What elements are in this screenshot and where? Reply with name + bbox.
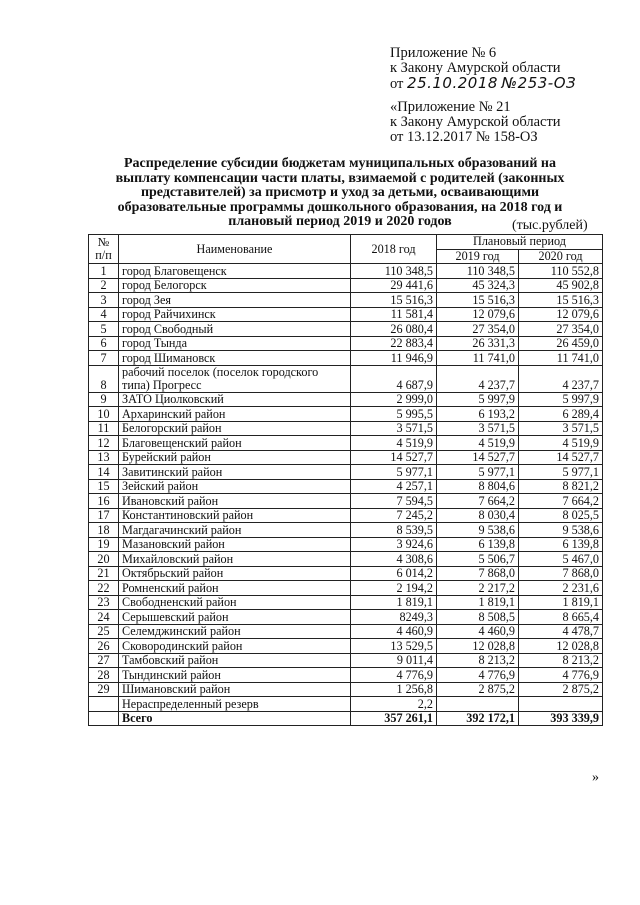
row-2020-cell: 8 665,4	[519, 610, 603, 625]
row-number-cell: 26	[89, 639, 119, 654]
row-2018-cell: 6 014,2	[351, 566, 437, 581]
row-number-cell: 19	[89, 537, 119, 552]
row-name-cell: Благовещенский район	[119, 436, 351, 451]
row-name-cell: Архаринский район	[119, 407, 351, 422]
row-2018-cell: 4 776,9	[351, 668, 437, 683]
row-name-cell: Мазановский район	[119, 537, 351, 552]
row-2018-cell: 4 257,1	[351, 479, 437, 494]
table-row	[89, 668, 603, 683]
row-2020-cell: 14 527,7	[519, 450, 603, 465]
row-2019-cell: 2 217,2	[437, 581, 519, 596]
row-number-cell: 24	[89, 610, 119, 625]
row-2018-cell: 4 687,9	[351, 365, 437, 392]
row-2019-cell: 3 571,5	[437, 421, 519, 436]
row-2019-cell: 12 028,8	[437, 639, 519, 654]
row-2018-cell: 15 516,3	[351, 293, 437, 308]
row-2019-cell: 5 997,9	[437, 392, 519, 407]
row-name-cell: Серышевский район	[119, 610, 351, 625]
table-row	[89, 421, 603, 436]
header-2019: 2019 год	[437, 249, 519, 264]
row-number-cell: 22	[89, 581, 119, 596]
table-row	[89, 264, 603, 279]
table-row	[89, 351, 603, 366]
row-2020-cell: 8 025,5	[519, 508, 603, 523]
row-2018-cell: 8 539,5	[351, 523, 437, 538]
row-number-cell: 4	[89, 307, 119, 322]
row-2019-cell: 110 348,5	[437, 264, 519, 279]
row-name-cell: Октябрьский район	[119, 566, 351, 581]
row-2020-cell: 12 079,6	[519, 307, 603, 322]
table-body	[89, 264, 603, 726]
row-2019-cell: 5 506,7	[437, 552, 519, 567]
row-2020-cell: 4 776,9	[519, 668, 603, 683]
row-2020-cell: 3 571,5	[519, 421, 603, 436]
row-2020-cell: 27 354,0	[519, 322, 603, 337]
row-2019-cell	[437, 697, 519, 712]
row-name-cell: город Шимановск	[119, 351, 351, 366]
handwritten-date: 25.10.2018	[407, 74, 498, 92]
row-2018-cell: 11 946,9	[351, 351, 437, 366]
appendix-line-1: Приложение № 6	[390, 45, 497, 61]
row-2019-cell: 15 516,3	[437, 293, 519, 308]
row-2018-cell: 2,2	[351, 697, 437, 712]
table-row	[89, 523, 603, 538]
header-number: № п/п	[89, 235, 119, 264]
row-name-cell: город Зея	[119, 293, 351, 308]
row-name-cell: Магдагачинский район	[119, 523, 351, 538]
appendix-header-6	[390, 46, 576, 92]
row-2019-cell: 6 193,2	[437, 407, 519, 422]
total-number-cell	[89, 711, 119, 726]
table-row	[89, 653, 603, 668]
table-row	[89, 552, 603, 567]
appendix-header-21	[390, 100, 561, 145]
row-number-cell: 20	[89, 552, 119, 567]
row-name-cell: Нераспределенный резерв	[119, 697, 351, 712]
table-row	[89, 365, 603, 392]
row-number-cell: 1	[89, 264, 119, 279]
row-2019-cell: 7 868,0	[437, 566, 519, 581]
row-2018-cell: 4 519,9	[351, 436, 437, 451]
table-row	[89, 566, 603, 581]
appendix21-line-1: «Приложение № 21	[390, 99, 511, 115]
row-number-cell: 21	[89, 566, 119, 581]
table-row	[89, 436, 603, 451]
row-2019-cell: 4 237,7	[437, 365, 519, 392]
table-row	[89, 682, 603, 697]
row-name-cell: Ромненский район	[119, 581, 351, 596]
row-2018-cell: 7 245,2	[351, 508, 437, 523]
row-2018-cell: 13 529,5	[351, 639, 437, 654]
row-2020-cell: 15 516,3	[519, 293, 603, 308]
row-number-cell: 15	[89, 479, 119, 494]
row-2020-cell: 45 902,8	[519, 278, 603, 293]
row-2018-cell: 22 883,4	[351, 336, 437, 351]
row-2020-cell: 5 997,9	[519, 392, 603, 407]
row-number-cell: 5	[89, 322, 119, 337]
row-2020-cell: 2 875,2	[519, 682, 603, 697]
row-2019-cell: 26 331,3	[437, 336, 519, 351]
handwritten-number: №253-ОЗ	[501, 74, 577, 92]
row-name-cell: город Свободный	[119, 322, 351, 337]
header-name: Наименование	[119, 235, 351, 264]
table-row	[89, 278, 603, 293]
row-number-cell: 8	[89, 365, 119, 392]
total-2019-cell: 392 172,1	[437, 711, 519, 726]
row-name-cell: Белогорский район	[119, 421, 351, 436]
row-number-cell: 3	[89, 293, 119, 308]
table-row	[89, 697, 603, 712]
total-2020-cell: 393 339,9	[519, 711, 603, 726]
row-2018-cell: 2 999,0	[351, 392, 437, 407]
appendix-date-prefix: от	[390, 76, 404, 92]
table-row	[89, 293, 603, 308]
row-number-cell: 28	[89, 668, 119, 683]
row-2020-cell: 6 289,4	[519, 407, 603, 422]
row-number-cell: 2	[89, 278, 119, 293]
row-number-cell: 18	[89, 523, 119, 538]
row-2018-cell: 7 594,5	[351, 494, 437, 509]
row-number-cell: 29	[89, 682, 119, 697]
row-number-cell: 25	[89, 624, 119, 639]
row-2018-cell: 2 194,2	[351, 581, 437, 596]
table-row	[89, 307, 603, 322]
row-2019-cell: 5 977,1	[437, 465, 519, 480]
row-2020-cell: 4 237,7	[519, 365, 603, 392]
row-2020-cell: 26 459,0	[519, 336, 603, 351]
header-2018: 2018 год	[351, 235, 437, 264]
row-2020-cell: 2 231,6	[519, 581, 603, 596]
row-name-cell: Шимановский район	[119, 682, 351, 697]
row-2019-cell: 8 030,4	[437, 508, 519, 523]
table-row	[89, 610, 603, 625]
table-row	[89, 508, 603, 523]
row-2018-cell: 3 924,6	[351, 537, 437, 552]
row-name-cell: Ивановский район	[119, 494, 351, 509]
closing-quote: »	[592, 770, 599, 785]
row-number-cell: 6	[89, 336, 119, 351]
row-2018-cell: 4 308,6	[351, 552, 437, 567]
row-name-cell: город Тында	[119, 336, 351, 351]
row-2019-cell: 8 213,2	[437, 653, 519, 668]
row-2020-cell: 110 552,8	[519, 264, 603, 279]
row-2019-cell: 8 508,5	[437, 610, 519, 625]
row-name-cell: Бурейский район	[119, 450, 351, 465]
row-2020-cell: 8 213,2	[519, 653, 603, 668]
table-row	[89, 392, 603, 407]
row-2018-cell: 5 977,1	[351, 465, 437, 480]
row-2020-cell: 9 538,6	[519, 523, 603, 538]
row-2019-cell: 4 460,9	[437, 624, 519, 639]
row-2019-cell: 9 538,6	[437, 523, 519, 538]
row-2019-cell: 4 776,9	[437, 668, 519, 683]
row-2018-cell: 26 080,4	[351, 322, 437, 337]
row-2020-cell: 4 519,9	[519, 436, 603, 451]
row-number-cell: 16	[89, 494, 119, 509]
row-number-cell: 14	[89, 465, 119, 480]
row-number-cell: 10	[89, 407, 119, 422]
table-row	[89, 639, 603, 654]
row-2020-cell: 12 028,8	[519, 639, 603, 654]
row-number-cell: 23	[89, 595, 119, 610]
units-label: (тыс.рублей)	[512, 218, 588, 233]
row-name-cell: город Белогорск	[119, 278, 351, 293]
row-2020-cell: 7 868,0	[519, 566, 603, 581]
row-name-cell: Тындинский район	[119, 668, 351, 683]
table-row	[89, 537, 603, 552]
header-planned-period: Плановый период	[437, 235, 603, 250]
table-row	[89, 624, 603, 639]
row-number-cell: 11	[89, 421, 119, 436]
total-label-cell: Всего	[119, 711, 351, 726]
row-name-cell: Завитинский район	[119, 465, 351, 480]
row-name-cell: Зейский район	[119, 479, 351, 494]
table-row	[89, 595, 603, 610]
subsidy-table	[88, 234, 603, 726]
row-name-cell: Свободненский район	[119, 595, 351, 610]
table-row	[89, 465, 603, 480]
row-2018-cell: 4 460,9	[351, 624, 437, 639]
row-2019-cell: 14 527,7	[437, 450, 519, 465]
row-2018-cell: 9 011,4	[351, 653, 437, 668]
row-name-cell: Михайловский район	[119, 552, 351, 567]
row-2019-cell: 2 875,2	[437, 682, 519, 697]
row-2019-cell: 1 819,1	[437, 595, 519, 610]
row-2020-cell: 5 977,1	[519, 465, 603, 480]
row-2019-cell: 7 664,2	[437, 494, 519, 509]
row-2018-cell: 3 571,5	[351, 421, 437, 436]
row-number-cell: 12	[89, 436, 119, 451]
row-number-cell: 17	[89, 508, 119, 523]
row-name-cell: город Райчихинск	[119, 307, 351, 322]
row-number-cell: 7	[89, 351, 119, 366]
row-name-cell: ЗАТО Циолковский	[119, 392, 351, 407]
row-2018-cell: 29 441,6	[351, 278, 437, 293]
row-2019-cell: 27 354,0	[437, 322, 519, 337]
row-2018-cell: 110 348,5	[351, 264, 437, 279]
row-2020-cell: 5 467,0	[519, 552, 603, 567]
row-number-cell: 13	[89, 450, 119, 465]
row-2018-cell: 1 256,8	[351, 682, 437, 697]
table-row	[89, 581, 603, 596]
row-2020-cell: 1 819,1	[519, 595, 603, 610]
document-title: Распределение субсидии бюджетам муниципальных образований на выплату компенсации части платы, взимаемой с родителей (законных представителей) за присмотр и уход за детьми, осваивающими образовательные программы дошкольного образования, на 2018 год и плановый период 2019 и 2020 годов	[115, 156, 565, 229]
header-2020: 2020 год	[519, 249, 603, 264]
appendix21-line-3: от 13.12.2017 № 158-ОЗ	[390, 129, 538, 145]
row-name-cell: Константиновский район	[119, 508, 351, 523]
row-2020-cell	[519, 697, 603, 712]
row-2019-cell: 11 741,0	[437, 351, 519, 366]
table-row	[89, 479, 603, 494]
appendix21-line-2: к Закону Амурской области	[390, 114, 561, 130]
row-2020-cell: 11 741,0	[519, 351, 603, 366]
appendix-line-3	[390, 76, 576, 92]
row-2020-cell: 7 664,2	[519, 494, 603, 509]
row-number-cell	[89, 697, 119, 712]
row-2019-cell: 8 804,6	[437, 479, 519, 494]
row-number-cell: 27	[89, 653, 119, 668]
row-2019-cell: 6 139,8	[437, 537, 519, 552]
row-2020-cell: 4 478,7	[519, 624, 603, 639]
row-2020-cell: 6 139,8	[519, 537, 603, 552]
row-name-cell: город Благовещенск	[119, 264, 351, 279]
row-2018-cell: 11 581,4	[351, 307, 437, 322]
total-2018-cell: 357 261,1	[351, 711, 437, 726]
row-name-cell: рабочий поселок (поселок городского типа) Прогресс	[119, 365, 351, 392]
row-2019-cell: 4 519,9	[437, 436, 519, 451]
appendix-line-2: к Закону Амурской области	[390, 60, 561, 76]
total-row	[89, 711, 603, 726]
table-row	[89, 494, 603, 509]
table-row	[89, 336, 603, 351]
row-2018-cell: 5 995,5	[351, 407, 437, 422]
row-number-cell: 9	[89, 392, 119, 407]
row-2019-cell: 12 079,6	[437, 307, 519, 322]
table-row	[89, 322, 603, 337]
row-2018-cell: 8249,3	[351, 610, 437, 625]
row-2018-cell: 1 819,1	[351, 595, 437, 610]
row-name-cell: Тамбовский район	[119, 653, 351, 668]
row-2019-cell: 45 324,3	[437, 278, 519, 293]
row-2020-cell: 8 821,2	[519, 479, 603, 494]
row-name-cell: Селемджинский район	[119, 624, 351, 639]
row-2018-cell: 14 527,7	[351, 450, 437, 465]
table-row	[89, 450, 603, 465]
row-name-cell: Сковородинский район	[119, 639, 351, 654]
table-row	[89, 407, 603, 422]
